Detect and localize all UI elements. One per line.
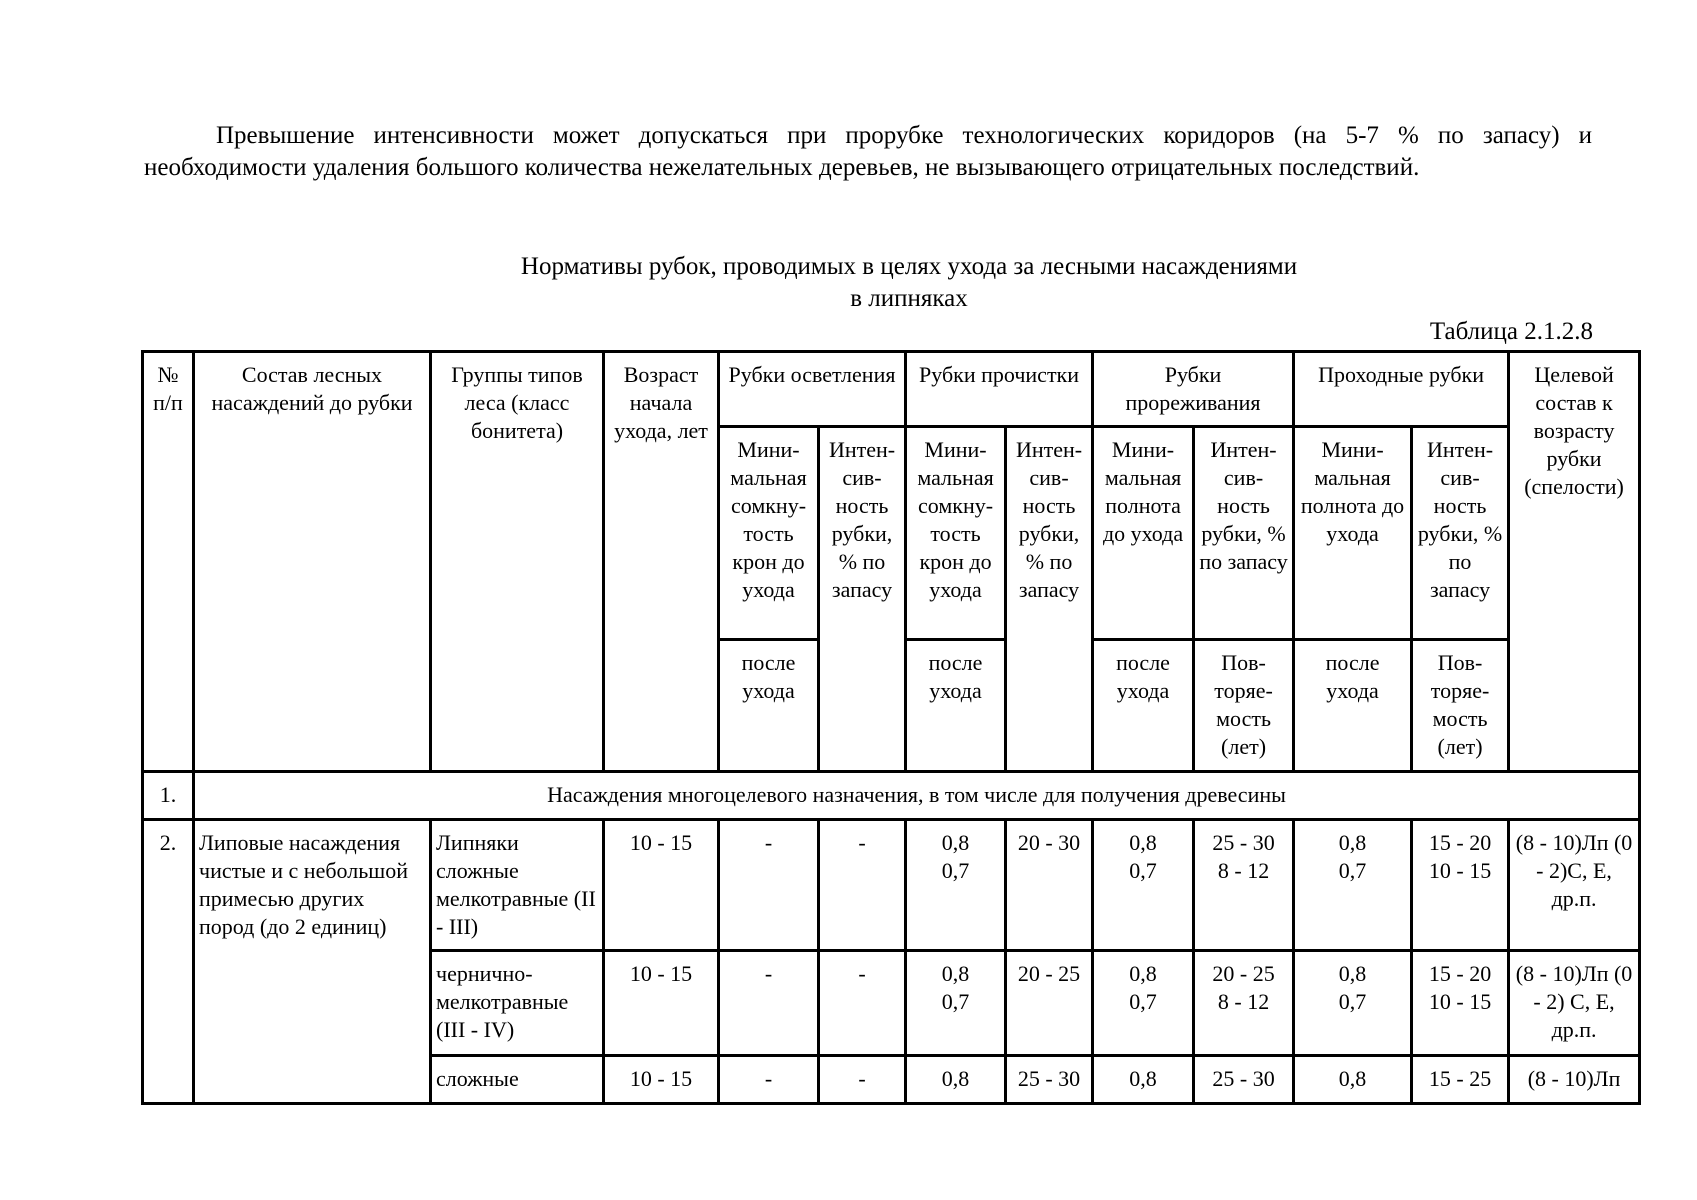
header-prokh-repeat: Пов-торяе-мость (лет) [1412,640,1509,772]
cell-prokh-min: 0,8 0,7 [1294,820,1412,951]
header-prokh-after: после ухода [1294,640,1412,772]
header-osv-after: после ухода [719,640,819,772]
header-prorezh-repeat: Пов-торяе-мость (лет) [1194,640,1294,772]
header-prorezhivanie: Рубки прореживания [1093,352,1294,427]
cell-age: 10 - 15 [604,1056,719,1104]
cell-prorezh-min: 0,8 0,7 [1093,820,1194,951]
header-age-start: Возраст начала ухода, лет [604,352,719,772]
header-prokhodnye: Проходные рубки [1294,352,1509,427]
cell-prorezh-int: 25 - 30 8 - 12 [1194,820,1294,951]
cell-forest-type: Липняки сложные мелкотравные (II - III) [431,820,604,951]
header-prokh-intensity: Интен-сив-ность рубки, % по запасу [1412,427,1509,640]
header-proch-after: после ухода [906,640,1006,772]
cell-proch-min: 0,8 0,7 [906,951,1006,1056]
cell-proch-min: 0,8 [906,1056,1006,1104]
section-row-num: 1. [143,772,194,820]
header-proch-intensity: Интен-сив-ность рубки, % по запасу [1006,427,1093,772]
header-prorezh-min-density: Мини-мальная полнота до ухода [1093,427,1194,640]
cell-target: (8 - 10)Лп [1509,1056,1640,1104]
cell-osv-min: - [719,820,819,951]
cell-proch-int: 25 - 30 [1006,1056,1093,1104]
header-forest-type-groups: Группы типов леса (класс бонитета) [431,352,604,772]
cell-osv-int: - [819,1056,906,1104]
intro-paragraph: Превышение интенсивности может допускаться при прорубке технологических коридоров (на 5-7 % по запасу) и необходимости удаления большого количества нежелательных деревьев, не вызывающего отрицательных последствий. [144,122,1592,181]
cell-prorezh-min: 0,8 0,7 [1093,951,1194,1056]
header-osv-intensity: Интен-сив-ность рубки, % по запасу [819,427,906,772]
cell-osv-int: - [819,951,906,1056]
header-prokh-min-density: Мини-мальная полнота до ухода [1294,427,1412,640]
cell-target: (8 - 10)Лп (0 - 2) С, Е, др.п. [1509,951,1640,1056]
cell-proch-int: 20 - 25 [1006,951,1093,1056]
table-number: Таблица 2.1.2.8 [1429,318,1593,345]
cell-age: 10 - 15 [604,951,719,1056]
header-composition: Состав лесных насаждений до рубки [194,352,431,772]
cell-prokh-int: 15 - 20 10 - 15 [1412,951,1509,1056]
cell-prokh-int: 15 - 25 [1412,1056,1509,1104]
cell-prorezh-int: 25 - 30 [1194,1056,1294,1104]
header-osvetlenie: Рубки осветления [719,352,906,427]
cell-prorezh-int: 20 - 25 8 - 12 [1194,951,1294,1056]
cell-prokh-min: 0,8 [1294,1056,1412,1104]
cell-prokh-min: 0,8 0,7 [1294,951,1412,1056]
header-num: № п/п [143,352,194,772]
cell-osv-min: - [719,1056,819,1104]
cell-osv-int: - [819,820,906,951]
cell-prokh-int: 15 - 20 10 - 15 [1412,820,1509,951]
cell-forest-type: сложные [431,1056,604,1104]
header-osv-min-crown: Мини-мальная сомкну-тость крон до ухода [719,427,819,640]
cell-prorezh-min: 0,8 [1093,1056,1194,1104]
cell-forest-type: чернично-мелкотравные (III - IV) [431,951,604,1056]
cell-osv-min: - [719,951,819,1056]
data-num: 2. [143,820,194,1104]
section-row-label: Насаждения многоцелевого назначения, в том числе для получения древесины [194,772,1640,820]
norms-table [141,350,1641,1105]
cell-proch-int: 20 - 30 [1006,820,1093,951]
header-prochistka: Рубки прочистки [906,352,1093,427]
header-prorezh-after: после ухода [1093,640,1194,772]
table-row [143,820,1640,951]
table-title-line-1: Нормативы рубок, проводимых в целях ухода за лесными насаждениями [520,253,1298,280]
header-prorezh-intensity: Интен-сив-ность рубки, % по запасу [1194,427,1294,640]
table-title-line-2: в липняках [850,285,968,312]
data-composition: Липовые насаждения чистые и с небольшой примесью других пород (до 2 единиц) [194,820,431,1104]
cell-target: (8 - 10)Лп (0 - 2)С, Е, др.п. [1509,820,1640,951]
header-target: Целевой состав к возрасту рубки (спелости) [1509,352,1640,772]
cell-age: 10 - 15 [604,820,719,951]
cell-proch-min: 0,8 0,7 [906,820,1006,951]
header-proch-min-crown: Мини-мальная сомкну-тость крон до ухода [906,427,1006,640]
